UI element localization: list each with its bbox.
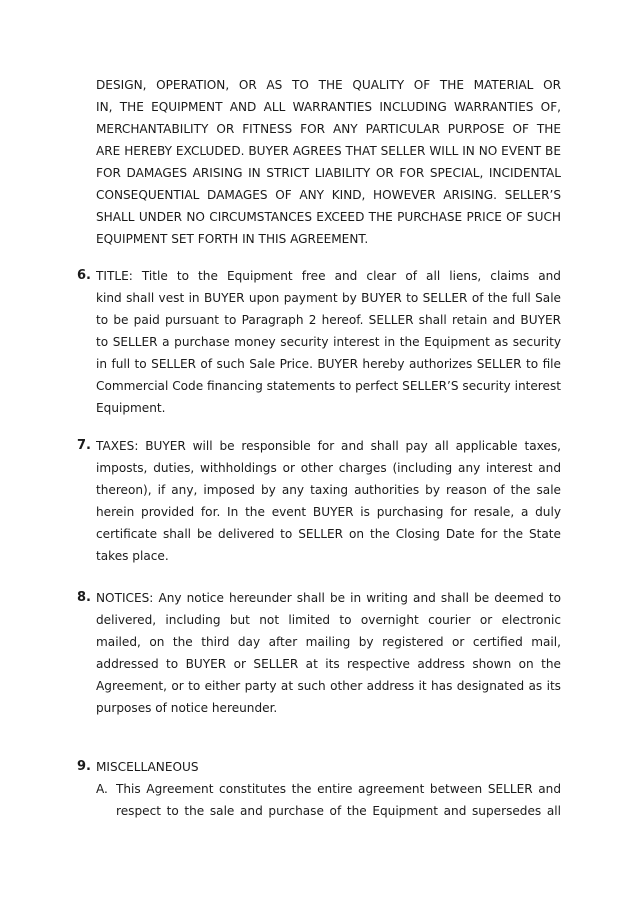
- text-line: respect to the sale and purchase of the Equipment and supersedes all: [116, 804, 561, 818]
- section-number: 6.: [77, 268, 91, 283]
- text-line: delivered, including but not limited to overnight courier or electronic: [96, 613, 561, 627]
- text-line: to SELLER a purchase money security interest in the Equipment as security: [96, 335, 561, 349]
- text-line: in full to SELLER of such Sale Price. BUYER hereby authorizes SELLER to file: [96, 357, 561, 371]
- text-line: takes place.: [96, 549, 169, 563]
- text-line: thereon), if any, imposed by any taxing authorities by reason of the sale: [96, 483, 561, 497]
- text-line: FOR DAMAGES ARISING IN STRICT LIABILITY OR FOR SPECIAL, INCIDENTAL: [96, 166, 561, 180]
- section-number: 8.: [77, 590, 91, 605]
- text-line: IN, THE EQUIPMENT AND ALL WARRANTIES INCLUDING WARRANTIES OF,: [96, 100, 561, 114]
- text-line: imposts, duties, withholdings or other charges (including any interest and: [96, 461, 561, 475]
- text-line: mailed, on the third day after mailing by registered or certified mail,: [96, 635, 561, 649]
- section-number: 7.: [77, 438, 91, 453]
- text-line: Equipment.: [96, 401, 166, 415]
- text-line: SHALL UNDER NO CIRCUMSTANCES EXCEED THE PURCHASE PRICE OF SUCH: [96, 210, 561, 224]
- text-line: NOTICES: Any notice hereunder shall be in writing and shall be deemed to: [96, 591, 561, 605]
- text-line: DESIGN, OPERATION, OR AS TO THE QUALITY OF THE MATERIAL OR: [96, 78, 561, 92]
- text-line: This Agreement constitutes the entire agreement between SELLER and: [116, 782, 561, 796]
- text-line: EQUIPMENT SET FORTH IN THIS AGREEMENT.: [96, 232, 369, 246]
- text-line: certificate shall be delivered to SELLER on the Closing Date for the State: [96, 527, 561, 541]
- text-line: CONSEQUENTIAL DAMAGES OF ANY KIND, HOWEVER ARISING. SELLER’S: [96, 188, 561, 202]
- section-number: 9.: [77, 759, 91, 774]
- text-line: TITLE: Title to the Equipment free and clear of all liens, claims and: [96, 269, 561, 283]
- subsection-letter: A.: [96, 782, 108, 796]
- text-line: addressed to BUYER or SELLER at its respective address shown on the: [96, 657, 561, 671]
- text-line: purposes of notice hereunder.: [96, 701, 278, 715]
- text-line: to be paid pursuant to Paragraph 2 hereof. SELLER shall retain and BUYER: [96, 313, 561, 327]
- text-line: Commercial Code financing statements to perfect SELLER’S security interest: [96, 379, 561, 393]
- text-line: herein provided for. In the event BUYER is purchasing for resale, a duly: [96, 505, 561, 519]
- text-line: TAXES: BUYER will be responsible for and shall pay all applicable taxes,: [96, 439, 561, 453]
- text-line: ARE HEREBY EXCLUDED. BUYER AGREES THAT SELLER WILL IN NO EVENT BE: [96, 144, 561, 158]
- text-line: Agreement, or to either party at such other address it has designated as its: [96, 679, 561, 693]
- section-title: MISCELLANEOUS: [96, 760, 199, 774]
- text-line: kind shall vest in BUYER upon payment by BUYER to SELLER of the full Sale: [96, 291, 561, 305]
- text-line: MERCHANTABILITY OR FITNESS FOR ANY PARTICULAR PURPOSE OF THE: [96, 122, 561, 136]
